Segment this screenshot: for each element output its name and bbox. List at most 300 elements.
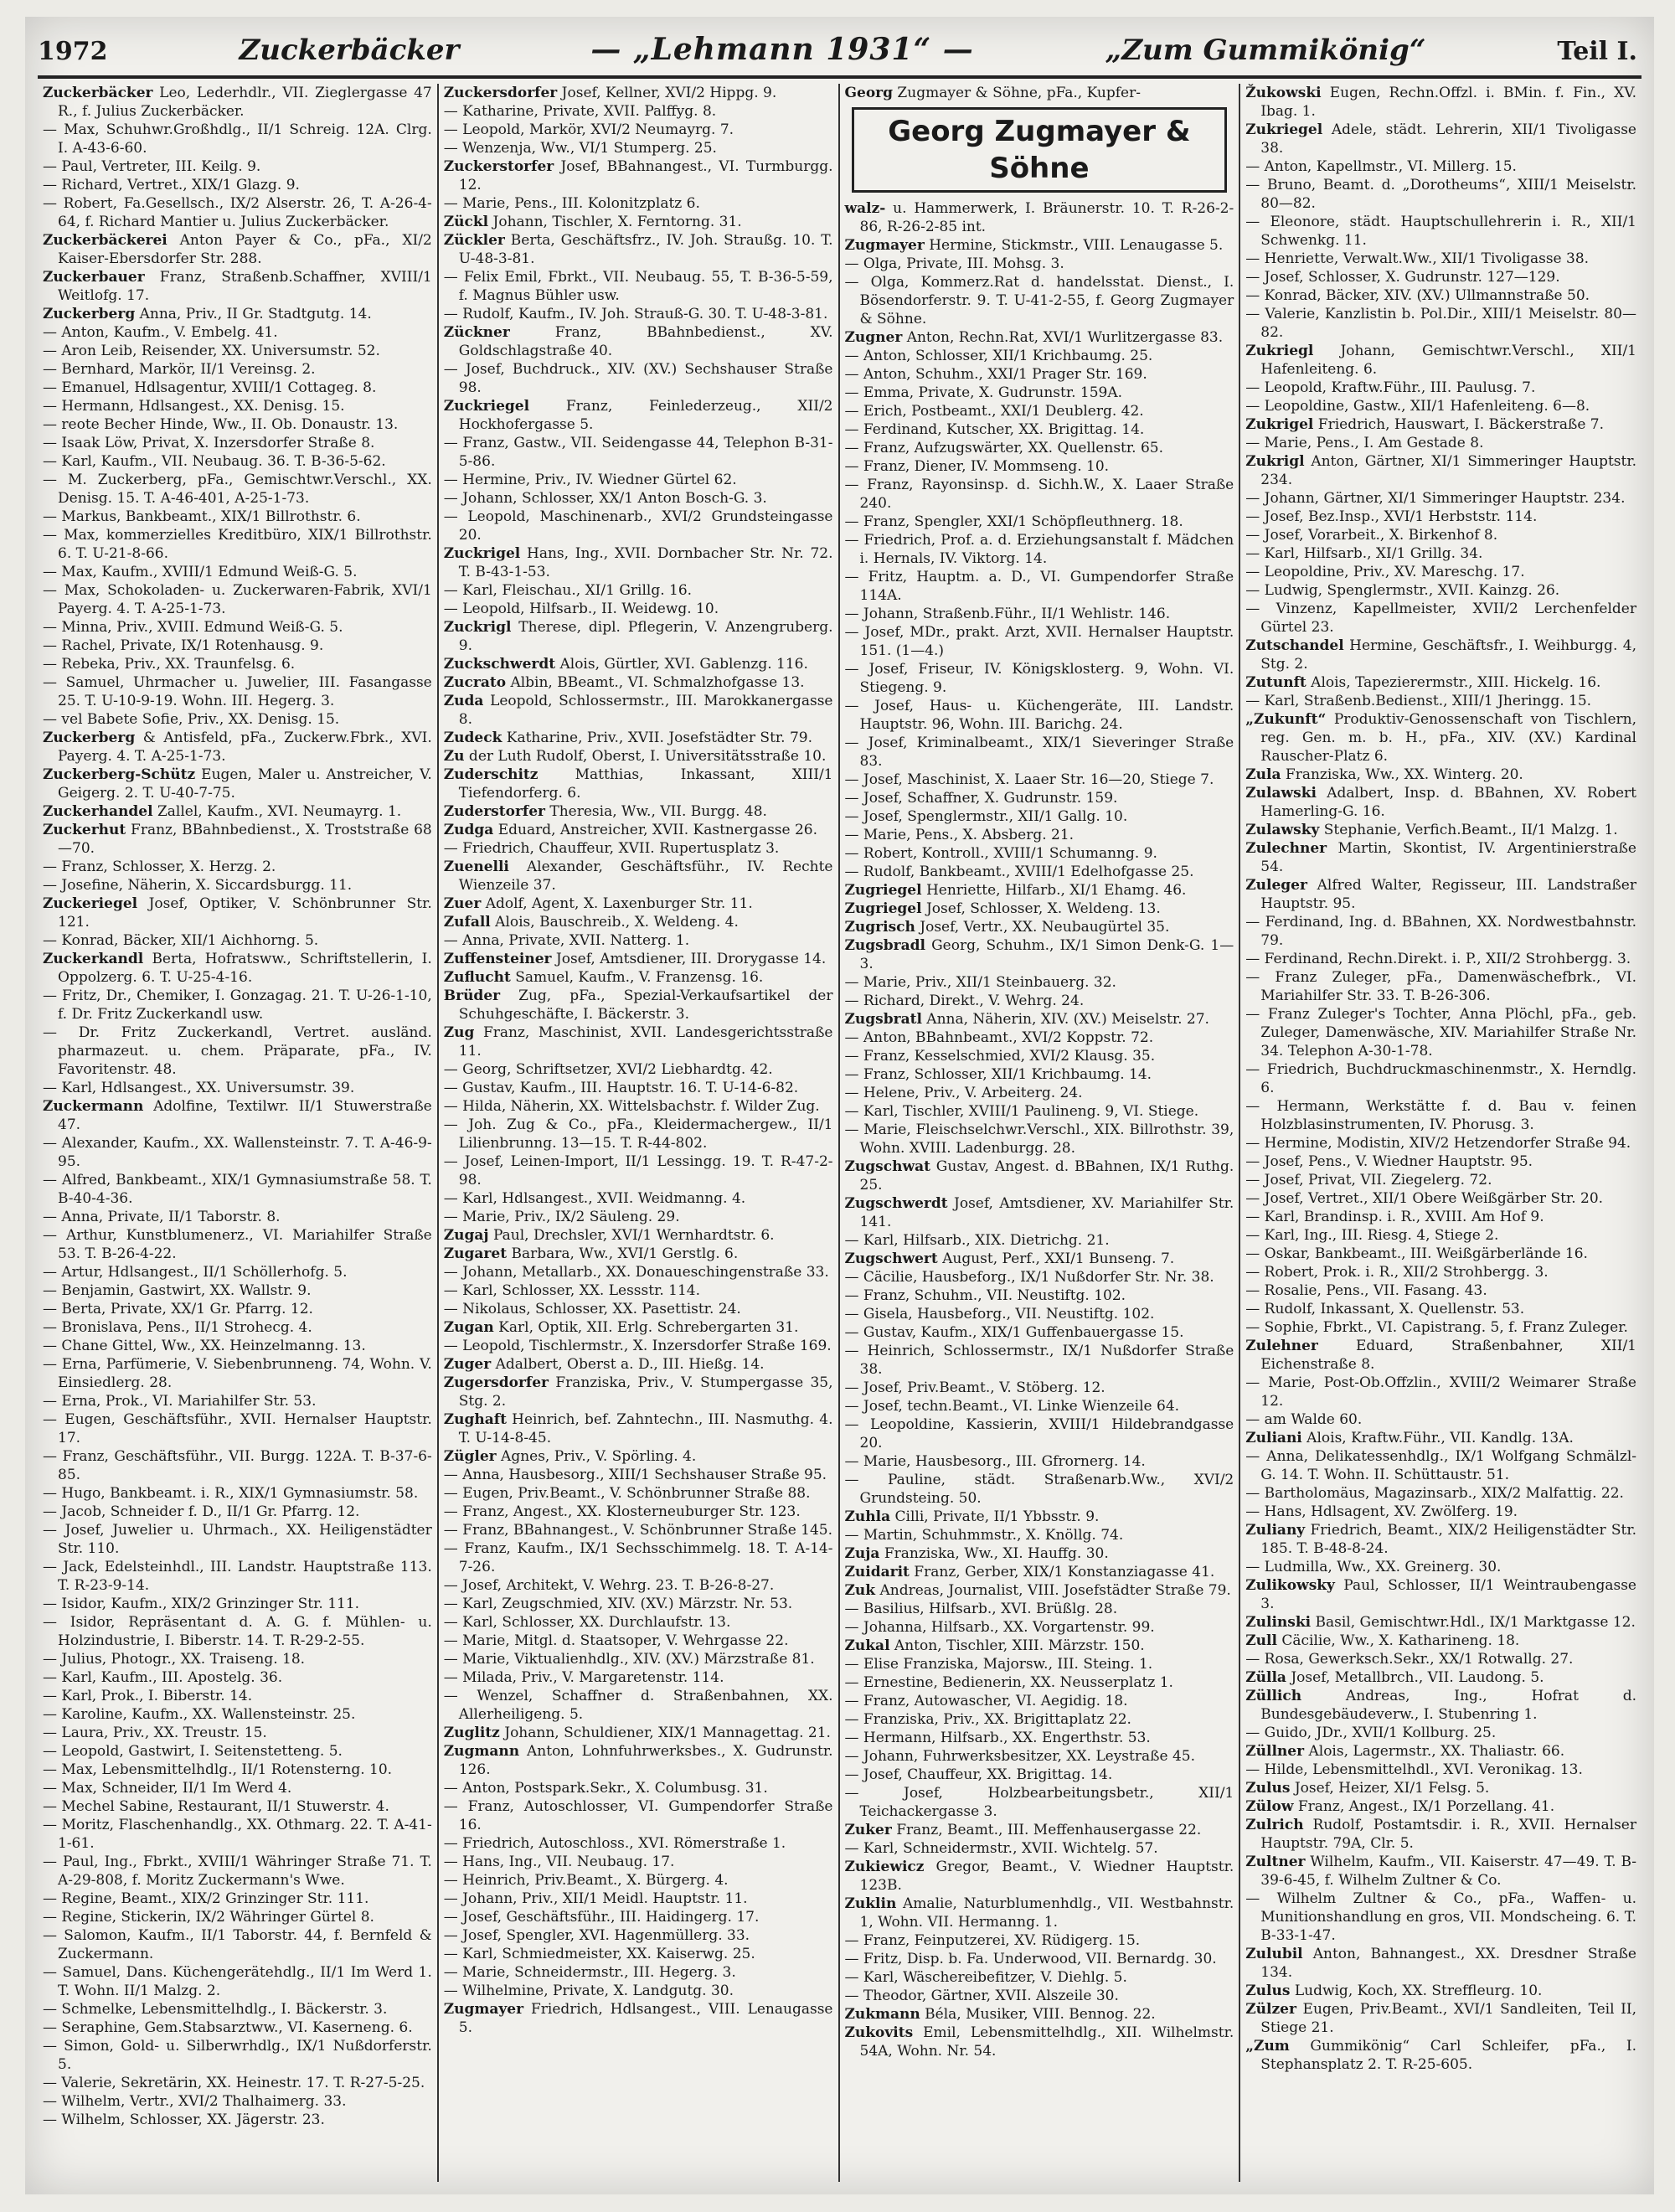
directory-entry: Zülla Josef, Metallbrch., VII. Laudong. 5. (1245, 1669, 1544, 1686)
entry-surname: Zuckrigel (443, 545, 521, 562)
directory-entry: — Gustav, Kaufm., XIX/1 Guffenbauergasse 15. (844, 1324, 1184, 1341)
entry-surname: Zugsbratl (844, 1011, 922, 1028)
directory-entry: — Karl, Schlosser, XX. Durchlaufstr. 13. (443, 1614, 731, 1631)
directory-entry: — Karl, Fleischau., XI/1 Grillg. 16. (443, 582, 693, 599)
directory-columns (38, 84, 1642, 2182)
directory-entry: Zula Franziska, Ww., XX. Winterg. 20. (1245, 766, 1523, 783)
entry-surname: Zukrigel (1245, 416, 1314, 433)
directory-entry: — Benjamin, Gastwirt, XX. Wallstr. 9. (43, 1282, 312, 1299)
directory-entry: — Leopold, Gastwirt, I. Seitenstetteng. 5. (43, 1743, 343, 1760)
directory-entry: — Anna, Delikatessenhdlg., IX/1 Wolfgang Schmälzl-G. 14. T. Wohn. II. Schüttaustr. 51. (1245, 1448, 1636, 1483)
directory-entry: — vel Babete Sofie, Priv., XX. Denisg. 15. (43, 711, 340, 728)
directory-entry: — Ludwig, Spenglermstr., XVII. Kainzg. 26. (1245, 582, 1560, 599)
directory-entry: Zuger Adalbert, Oberst a. D., III. Hießg. 14. (443, 1356, 765, 1373)
entry-surname: Georg (844, 85, 894, 101)
directory-entry: — Fritz, Disp. b. Fa. Underwood, VII. Bernardg. 30. (844, 1951, 1217, 1967)
entry-surname: Zuflucht (443, 969, 511, 986)
directory-entry: — Rudolf, Bankbeamt., XVIII/1 Edelhofgasse 25. (844, 864, 1194, 880)
directory-entry: — Leopold, Tischlermstr., X. Inzersdorfer Straße 169. (443, 1338, 832, 1354)
entry-surname: Zugschwerdt (844, 1195, 948, 1212)
directory-entry: — Karl, Ing., III. Riesg. 4, Stiege 2. (1245, 1227, 1499, 1244)
directory-entry: — Rosalie, Pens., VII. Fasang. 43. (1245, 1282, 1487, 1299)
directory-entry: — Karl, Schmiedmeister, XX. Kaiserwg. 25. (443, 1946, 755, 1962)
directory-entry: — Josef, Maschinist, X. Laaer Str. 16—20, Stiege 7. (844, 771, 1214, 788)
directory-entry: — Valerie, Sekretärin, XX. Heinestr. 17. T. R-27-5-25. (43, 2075, 425, 2091)
directory-entry: — Max, Lebensmittelhdlg., II/1 Rotensterng. 10. (43, 1761, 393, 1778)
entry-surname: Zukiewicz (844, 1859, 925, 1875)
directory-entry: — Karl, Hdlsangest., XX. Universumstr. 39. (43, 1080, 355, 1096)
directory-entry: Zukriegl Johann, Gemischtwr.Verschl., XII/1 Hafenleiteng. 6. (1245, 343, 1636, 378)
directory-entry: — Marie, Viktualienhdlg., XIV. (XV.) Märzstraße 81. (443, 1651, 815, 1668)
directory-entry: — Regine, Stickerin, IX/2 Währinger Gürtel 8. (43, 1909, 374, 1926)
directory-entry: — Ferdinand, Ing. d. BBahnen, XX. Nordwestbahnstr. 79. (1245, 914, 1636, 949)
directory-entry: Zu der Luth Rudolf, Oberst, I. Universitätsstraße 10. (443, 748, 827, 765)
directory-entry: Georg Zugmayer & Söhne, pFa., Kupfer- (844, 85, 1141, 101)
directory-entry: — Leopoldine, Priv., XV. Mareschg. 17. (1245, 564, 1525, 580)
directory-entry: — Josef, Schlosser, X. Gudrunstr. 127—129. (1245, 269, 1560, 286)
directory-entry: Zuckrigel Hans, Ing., XVII. Dornbacher Str. Nr. 72. T. B-43-1-53. (443, 545, 833, 580)
directory-entry: Zukmann Béla, Musiker, VIII. Bennog. 22. (844, 2006, 1156, 2023)
directory-entry: Zückl Johann, Tischler, X. Ferntorng. 31. (443, 214, 742, 230)
directory-entry: Zugan Karl, Optik, XII. Erlg. Schrebergarten 31. (443, 1319, 799, 1336)
entry-surname: „Zum (1245, 2038, 1290, 2055)
directory-entry: Zugersdorfer Franziska, Priv., V. Stumpergasse 35, Stg. 2. (443, 1374, 833, 1410)
entry-surname: Zukrigl (1245, 453, 1305, 470)
directory-entry: Zugsbratl Anna, Näherin, XIV. (XV.) Meiselstr. 27. (844, 1011, 1209, 1028)
directory-entry: — Franz, Kesselschmied, XVI/2 Klausg. 35. (844, 1048, 1156, 1065)
directory-entry: — Anna, Private, XVII. Natterg. 1. (443, 932, 690, 949)
entry-surname: Zugersdorfer (443, 1374, 549, 1391)
directory-entry: — Franz, Diener, IV. Mommseng. 10. (844, 458, 1110, 475)
entry-surname: Žukowski (1245, 85, 1322, 101)
directory-entry: — Johann, Gärtner, XI/1 Simmeringer Hauptstr. 234. (1245, 490, 1626, 507)
entry-surname: Zugmayer (443, 2001, 524, 2018)
directory-entry: — Theodor, Gärtner, XVII. Alszeile 30. (844, 1988, 1119, 2004)
entry-surname: Zugaret (443, 1245, 508, 1262)
directory-entry: — Ludmilla, Ww., XX. Greinerg. 30. (1245, 1559, 1502, 1575)
entry-surname: Zuglitz (443, 1725, 500, 1741)
entry-surname: „Zukunft“ (1245, 711, 1327, 728)
directory-entry: Zughaft Heinrich, bef. Zahntechn., III. Nasmuthg. 4. T. U-14-8-45. (443, 1411, 833, 1446)
directory-entry: — Jack, Edelsteinhdl., III. Landstr. Hauptstraße 113. T. R-23-9-14. (43, 1559, 432, 1594)
directory-entry: Zuckrigl Therese, dipl. Pflegerin, V. Anzengruberg. 9. (443, 619, 833, 654)
directory-entry: — Hermine, Priv., IV. Wiedner Gürtel 62. (443, 472, 737, 488)
entry-surname: Zugschwat (844, 1158, 930, 1175)
directory-entry: — Markus, Bankbeamt., XIX/1 Billrothstr. 6. (43, 508, 361, 525)
directory-entry: — Dr. Fritz Zuckerkandl, Vertret. ausländ. pharmazeut. u. chem. Präparate, pFa., IV. Favoritenstr. 48. (43, 1024, 432, 1078)
directory-entry: — Hilde, Lebensmittelhdl., XVI. Veronikag. 13. (1245, 1761, 1583, 1778)
entry-surname: Zugaj (443, 1227, 489, 1244)
directory-entry: — Wenzenja, Ww., VI/1 Stumperg. 25. (443, 140, 717, 157)
directory-entry: — Josef, Chauffeur, XX. Brigittag. 14. (844, 1766, 1113, 1783)
entry-surname: Zuckerbäcker (43, 85, 153, 101)
directory-entry: — Paul, Ing., Fbrkt., XVIII/1 Währinger Straße 71. T. A-29-808, f. Moritz Zuckermann's Wwe. (43, 1854, 432, 1889)
entry-surname: Zuckerbäckerei (43, 232, 168, 249)
directory-entry: Zufall Alois, Bauschreib., X. Weldeng. 4. (443, 914, 739, 931)
directory-entry: — Eugen, Geschäftsführ., XVII. Hernalser Hauptstr. 17. (43, 1411, 432, 1446)
directory-entry: — Josef, Geschäftsführ., III. Haidingerg. 17. (443, 1909, 760, 1926)
directory-entry: — Wilhelm, Vertr., XVI/2 Thalhaimerg. 33. (43, 2093, 347, 2110)
directory-entry: Zukal Anton, Tischler, XIII. Märzstr. 150. (844, 1637, 1145, 1654)
entry-surname: walz- (844, 200, 886, 217)
directory-entry: Zuckriegel Franz, Feinlederzeug., XII/2 Hockhofergasse 5. (443, 398, 833, 433)
directory-entry: — Helene, Priv., V. Arbeiterg. 24. (844, 1085, 1083, 1101)
directory-entry: — Josef, MDr., prakt. Arzt, XVII. Hernalser Hauptstr. 151. (1—4.) (844, 624, 1234, 659)
directory-entry: — Hugo, Bankbeamt. i. R., XIX/1 Gymnasiumstr. 58. (43, 1485, 419, 1502)
directory-entry: — Hermine, Modistin, XIV/2 Hetzendorfer Straße 94. (1245, 1135, 1631, 1152)
entry-surname: Zu (443, 748, 465, 765)
directory-entry: — Moritz, Flaschenhandlg., XX. Othmarg. 22. T. A-41-1-61. (43, 1817, 432, 1852)
entry-surname: Zuckerberg (43, 730, 136, 746)
directory-entry: — Milada, Priv., V. Margaretenstr. 114. (443, 1669, 724, 1686)
directory-entry: — Anton, Schlosser, XII/1 Krichbaumg. 25. (844, 348, 1153, 364)
reference-heading: „Zum Gummikönig“ (1105, 34, 1426, 67)
directory-entry: Zuja Franziska, Ww., XI. Hauffg. 30. (844, 1545, 1109, 1562)
directory-entry: Zukovits Emil, Lebensmittelhdlg., XII. Wilhelmstr. 54A, Wohn. Nr. 54. (844, 2024, 1234, 2060)
directory-entry: — Johanna, Hilfsarb., XX. Vorgartenstr. 99. (844, 1619, 1155, 1636)
directory-entry: — Samuel, Uhrmacher u. Juwelier, III. Fasangasse 25. T. U-10-9-19. Wohn. III. Hegerg. 3. (43, 674, 432, 709)
directory-entry: — Alexander, Kaufm., XX. Wallensteinstr. 7. T. A-46-9-95. (43, 1135, 432, 1170)
entry-surname: Zultner (1245, 1854, 1306, 1870)
entry-surname: Zuckrigl (443, 619, 512, 636)
directory-entry: Zuenelli Alexander, Geschäftsführ., IV. Rechte Wienzeile 37. (443, 859, 833, 894)
directory-entry: — Eleonore, städt. Hauptschullehrerin i. R., XII/1 Schwenkg. 11. (1245, 214, 1636, 249)
directory-entry: — Hermann, Hdlsangest., XX. Denisg. 15. (43, 398, 345, 415)
directory-entry: — Josef, techn.Beamt., VI. Linke Wienzeile 64. (844, 1398, 1180, 1415)
directory-entry: — Fritz, Hauptm. a. D., VI. Gumpendorfer Straße 114A. (844, 569, 1234, 604)
directory-entry: — Marie, Fleischselchwr.Verschl., XIX. Billrothstr. 39, Wohn. XVIII. Ladenburgg. 28. (844, 1121, 1234, 1157)
directory-entry: — Josef, Spengler, XVI. Hagenmüllerg. 33. (443, 1927, 750, 1944)
directory-entry: — Ernestine, Bedienerin, XX. Neusserplatz 1. (844, 1674, 1173, 1691)
entry-surname: Zuckerstorfer (443, 158, 554, 175)
directory-entry: — Wilhelm Zultner & Co., pFa., Waffen- u. Munitionshandlung en gros, VII. Mondscheing. 6. T. B-33-1-47. (1245, 1890, 1636, 1944)
directory-entry: — Rachel, Private, IX/1 Rotenhausg. 9. (43, 637, 324, 654)
entry-surname: Zuckerhut (43, 822, 126, 838)
directory-entry: — Rudolf, Kaufm., IV. Joh. Strauß-G. 30. T. U-48-3-81. (443, 306, 828, 322)
entry-surname: Brüder (443, 987, 501, 1004)
directory-entry: — Gisela, Hausbeforg., VII. Neustiftg. 102. (844, 1306, 1155, 1323)
directory-entry: — Wilhelm, Schlosser, XX. Jägerstr. 23. (43, 2111, 325, 2128)
entry-surname: Zuckersdorfer (443, 85, 558, 101)
directory-entry: Zuckerbäcker Leo, Lederhdlr., VII. Zieglergasse 47 R., f. Julius Zuckerbäcker. (43, 85, 432, 120)
directory-entry: — Franziska, Priv., XX. Brigittaplatz 22. (844, 1711, 1131, 1728)
entry-surname: Zudga (443, 822, 494, 838)
directory-entry: — Pauline, städt. Straßenarb.Ww., XVI/2 Grundsteing. 50. (844, 1472, 1234, 1507)
directory-entry: — Robert, Kontroll., XVIII/1 Schumanng. 9. (844, 845, 1157, 862)
entry-surname: Zulus (1245, 1983, 1291, 1999)
directory-entry: — Franz, Gastw., VII. Seidengasse 44, Telephon B-31-5-86. (443, 435, 833, 470)
entry-surname: Zugan (443, 1319, 494, 1336)
directory-entry: Zutschandel Hermine, Geschäftsfr., I. Weihburgg. 4, Stg. 2. (1245, 637, 1636, 673)
directory-entry: — Franz Zuleger, pFa., Damenwäschefbrk., VI. Mariahilfer Str. 33. T. B-26-306. (1245, 969, 1636, 1004)
directory-entry: — Gustav, Kaufm., III. Hauptstr. 16. T. U-14-6-82. (443, 1080, 799, 1096)
directory-entry: — Karl, Straßenb.Bedienst., XIII/1 Jheringg. 15. (1245, 693, 1592, 709)
entry-surname: Zuger (443, 1356, 492, 1373)
part-label: Teil I. (1557, 37, 1637, 66)
directory-entry: Zügler Agnes, Priv., V. Spörling. 4. (443, 1448, 697, 1465)
entry-surname: Zügler (443, 1448, 497, 1465)
directory-entry: — Josef, Buchdruck., XIV. (XV.) Sechshauser Straße 98. (443, 361, 833, 396)
entry-surname: Züllich (1245, 1688, 1302, 1704)
directory-entry: Zugrisch Josef, Vertr., XX. Neubaugürtel 35. (844, 919, 1170, 936)
entry-surname: Zückler (443, 232, 505, 249)
directory-entry: — Anton, BBahnbeamt., XVI/2 Koppstr. 72. (844, 1029, 1154, 1046)
directory-entry: — Rudolf, Inkassant, X. Quellenstr. 53. (1245, 1301, 1525, 1317)
directory-entry: Zuckersdorfer Josef, Kellner, XVI/2 Hippg. 9. (443, 85, 777, 101)
directory-entry: Zülow Franz, Angest., IX/1 Porzellang. 41. (1245, 1798, 1555, 1815)
directory-entry: — Konrad, Bäcker, XII/1 Aichhorng. 5. (43, 932, 319, 949)
entry-surname: Zulechner (1245, 840, 1327, 857)
directory-entry: Zugschwert August, Perf., XXI/1 Bunseng. 7. (844, 1250, 1175, 1267)
entry-surname: Zula (1245, 766, 1281, 783)
directory-entry: Zugaj Paul, Drechsler, XVI/1 Wernhardtstr. 6. (443, 1227, 775, 1244)
directory-entry: — Josef, Leinen-Import, II/1 Lessingg. 19. T. R-47-2-98. (443, 1153, 833, 1188)
directory-entry: Zultner Wilhelm, Kaufm., VII. Kaiserstr. 47—49. T. B-39-6-45, f. Wilhelm Zultner & Co. (1245, 1854, 1636, 1889)
advertisement-box: Georg Zugmayer & Söhne (852, 107, 1228, 193)
directory-entry: — Eugen, Priv.Beamt., V. Schönbrunner Straße 88. (443, 1485, 811, 1502)
entry-surname: Zukriegel (1245, 121, 1323, 138)
directory-entry: Zugmann Anton, Lohnfuhrwerksbes., X. Gudrunstr. 126. (443, 1743, 833, 1778)
directory-entry: Žukowski Eugen, Rechn.Offzl. i. BMin. f. Fin., XV. Ibag. 1. (1245, 85, 1636, 120)
directory-entry: Zugaret Barbara, Ww., XVI/1 Gerstlg. 6. (443, 1245, 739, 1262)
entry-surname: Zukal (844, 1637, 890, 1654)
directory-entry: — Karoline, Kaufm., XX. Wallensteinstr. 25. (43, 1706, 356, 1723)
directory-entry: — Josef, Pens., V. Wiedner Hauptstr. 95. (1245, 1153, 1533, 1170)
directory-entry: — Salomon, Kaufm., II/1 Taborstr. 44, f. Bernfeld & Zuckermann. (43, 1927, 432, 1962)
directory-entry: — Cäcilie, Hausbeforg., IX/1 Nußdorfer Str. Nr. 38. (844, 1269, 1214, 1286)
entry-surname: Zulawski (1245, 785, 1317, 802)
column-2 (439, 84, 840, 2182)
directory-entry: — Franz, Schuhm., VII. Neustiftg. 102. (844, 1287, 1126, 1304)
directory-entry: — Franz, Aufzugswärter, XX. Quellenstr. 65. (844, 440, 1163, 456)
directory-entry: Zugschwerdt Josef, Amtsdiener, XV. Mariahilfer Str. 141. (844, 1195, 1234, 1230)
directory-entry: Zucrato Albin, BBeamt., VI. Schmalzhofgasse 13. (443, 674, 805, 691)
entry-surname: Zuckerbauer (43, 269, 145, 286)
directory-entry: — Heinrich, Priv.Beamt., X. Bürgerg. 4. (443, 1872, 729, 1889)
directory-entry: Zulinski Basil, Gemischtwr.Hdl., IX/1 Marktgasse 12. (1245, 1614, 1636, 1631)
directory-entry: Zuckerberg-Schütz Eugen, Maler u. Anstreicher, V. Geigerg. 2. T. U-40-7-75. (43, 766, 432, 802)
directory-entry: Zuhla Cilli, Private, II/1 Ybbsstr. 9. (844, 1508, 1100, 1525)
directory-entry: — Richard, Vertret., XIX/1 Glazg. 9. (43, 177, 300, 193)
entry-surname: Zuderstorfer (443, 803, 545, 820)
directory-entry: — Julius, Photogr., XX. Traiseng. 18. (43, 1651, 306, 1668)
directory-entry: — Franz Zuleger's Tochter, Anna Plöchl, pFa., geb. Zuleger, Damenwäsche, XIV. Mariahilfer Straße Nr. 34. Telephon A-30-1-78. (1245, 1006, 1636, 1060)
directory-entry: — reote Becher Hinde, Ww., II. Ob. Donaustr. 13. (43, 416, 399, 433)
directory-entry: „Zukunft“ Produktiv-Genossenschaft von Tischlern, reg. Gen. m. b. H., pFa., XIV. (XV.) Kardinal Rauscher-Platz 6. (1245, 711, 1636, 765)
directory-entry: — Ferdinand, Rechn.Direkt. i. P., XII/2 Strohbergg. 3. (1245, 951, 1631, 967)
directory-entry: Zuffensteiner Josef, Amtsdiener, III. Drorygasse 14. (443, 951, 827, 967)
directory-entry: Zulus Ludwig, Koch, XX. Streffleurg. 10. (1245, 1983, 1543, 1999)
directory-entry: Brüder Zug, pFa., Spezial-Verkaufsartikel der Schuhgeschäfte, I. Bäckerstr. 3. (443, 987, 833, 1023)
directory-entry: — Katharine, Private, XVII. Palffyg. 8. (443, 103, 717, 120)
directory-entry: — Alfred, Bankbeamt., XIX/1 Gymnasiumstraße 58. T. B-40-4-36. (43, 1172, 432, 1207)
entry-surname: Zufall (443, 914, 491, 931)
directory-entry: Zuklin Amalie, Naturblumenhdlg., VII. Westbahnstr. 1, Wohn. VII. Hermanng. 1. (844, 1895, 1234, 1931)
directory-entry: Zuckerkandl Berta, Hofratsww., Schriftstellerin, I. Oppolzerg. 6. T. U-25-4-16. (43, 951, 432, 986)
directory-entry: — Isidor, Kaufm., XIX/2 Grinzinger Str. 111. (43, 1596, 360, 1612)
section-heading: Zuckerbäcker (239, 34, 460, 67)
directory-entry: — Karl, Hilfsarb., XIX. Dietrichg. 21. (844, 1232, 1110, 1249)
directory-entry: — Josef, Kriminalbeamt., XIX/1 Sieveringer Straße 83. (844, 735, 1234, 770)
directory-entry: walz- u. Hammerwerk, I. Bräunerstr. 10. T. R-26-2-86, R-26-2-85 int. (844, 200, 1234, 235)
directory-entry: — Josef, Vertret., XII/1 Obere Weißgärber Str. 20. (1245, 1190, 1604, 1207)
directory-entry: — Leopold, Kraftw.Führ., III. Paulusg. 7. (1245, 379, 1536, 396)
entry-surname: Zugmann (443, 1743, 520, 1760)
directory-entry: Zukrigel Friedrich, Hauswart, I. Bäckerstraße 7. (1245, 416, 1605, 433)
directory-entry: — Max, Kaufm., XVIII/1 Edmund Weiß-G. 5. (43, 564, 358, 580)
directory-entry: — Max, kommerzielles Kreditbüro, XIX/1 Billrothstr. 6. T. U-21-8-66. (43, 527, 432, 562)
directory-entry: Zudeck Katharine, Priv., XVII. Josefstädter Str. 79. (443, 730, 813, 746)
directory-entry: — Karl, Kaufm., VII. Neubaug. 36. T. B-36-5-62. (43, 453, 386, 470)
directory-entry: Zuleger Alfred Walter, Regisseur, III. Landstraßer Hauptstr. 95. (1245, 877, 1636, 912)
directory-entry: — Leopoldine, Gastw., XII/1 Hafenleiteng. 6—8. (1245, 398, 1590, 415)
entry-surname: Zughaft (443, 1411, 507, 1428)
directory-entry: — Erna, Parfümerie, V. Siebenbrunneng. 74, Wohn. V. Einsiedlerg. 28. (43, 1356, 432, 1391)
directory-entry: — Laura, Priv., XX. Treustr. 15. (43, 1725, 267, 1741)
directory-entry: — Emma, Private, X. Gudrunstr. 159A. (844, 384, 1123, 401)
directory-entry: Zuckerbauer Franz, Straßenb.Schaffner, XVIII/1 Weitlofg. 17. (43, 269, 432, 304)
directory-entry: — Mechel Sabine, Restaurant, II/1 Stuwerstr. 4. (43, 1798, 389, 1815)
directory-entry: Zugriegel Henriette, Hilfarb., XI/1 Ehamg. 46. (844, 882, 1187, 899)
directory-entry: Zuckermann Adolfine, Textilwr. II/1 Stuwerstraße 47. (43, 1098, 432, 1133)
directory-entry: — Sophie, Fbrkt., VI. Capistrang. 5, f. Franz Zuleger. (1245, 1319, 1628, 1336)
directory-entry: — Franz, BBahnangest., V. Schönbrunner Straße 145. (443, 1522, 833, 1539)
directory-entry: Zulubil Anton, Bahnangest., XX. Dresdner Straße 134. (1245, 1946, 1636, 1981)
directory-entry: Zülzer Eugen, Priv.Beamt., XVI/1 Sandleiten, Teil II, Stiege 21. (1245, 2001, 1636, 2036)
column-4 (1240, 84, 1642, 2182)
directory-entry: — Olga, Kommerz.Rat d. handelsstat. Dienst., I. Bösendorferstr. 9. T. U-41-2-55, f. Georg Zugmayer & Söhne. (844, 274, 1234, 327)
entry-surname: Zuckerhandel (43, 803, 153, 820)
directory-entry: Zudga Eduard, Anstreicher, XVII. Kastnergasse 26. (443, 822, 818, 838)
entry-surname: Zukmann (844, 2006, 920, 2023)
directory-entry: — Karl, Hdlsangest., XVII. Weidmanng. 4. (443, 1190, 746, 1207)
directory-entry: — Karl, Schlosser, XX. Lessstr. 114. (443, 1282, 701, 1299)
directory-entry: — Vinzenz, Kapellmeister, XVII/2 Lerchenfelder Gürtel 23. (1245, 601, 1636, 636)
column-1 (38, 84, 439, 2182)
directory-entry: — Felix Emil, Fbrkt., VII. Neubaug. 55, T. B-36-5-59, f. Magnus Bühler usw. (443, 269, 833, 304)
entry-surname: Zuckeriegel (43, 895, 138, 912)
directory-entry: — Elise Franziska, Majorsw., III. Steing. 1. (844, 1656, 1153, 1673)
directory-entry: — Hans, Ing., VII. Neubaug. 17. (443, 1854, 675, 1870)
directory-entry: — Josef, Spenglermstr., XII/1 Gallg. 10. (844, 808, 1128, 825)
directory-entry: Zulikowsky Paul, Schlosser, II/1 Weintraubengasse 3. (1245, 1577, 1636, 1612)
directory-entry: — Franz, Geschäftsführ., VII. Burgg. 122A. T. B-37-6-85. (43, 1448, 432, 1483)
directory-entry: Zulawsky Stephanie, Verfich.Beamt., II/1 Malzg. 1. (1245, 822, 1618, 838)
directory-entry: Zuckerhandel Zallel, Kaufm., XVI. Neumayrg. 1. (43, 803, 402, 820)
entry-surname: Zulawsky (1245, 822, 1320, 838)
directory-entry: Zuderstorfer Theresia, Ww., VII. Burgg. 48. (443, 803, 767, 820)
directory-entry: — Karl, Wäschereibefitzer, V. Diehlg. 5. (844, 1969, 1127, 1986)
directory-entry: — Erna, Prok., VI. Mariahilfer Str. 53. (43, 1393, 317, 1410)
directory-entry: Zuidarit Franz, Gerber, XIX/1 Konstanziagasse 41. (844, 1564, 1215, 1580)
page-number: 1972 (38, 37, 108, 66)
directory-entry: — Josefine, Näherin, X. Siccardsburgg. 11. (43, 877, 353, 894)
directory-entry: — Valerie, Kanzlistin b. Pol.Dir., XIII/1 Meiselstr. 80—82. (1245, 306, 1636, 341)
directory-entry: — Franz, Feinputzerei, XV. Rüdigerg. 15. (844, 1932, 1141, 1949)
entry-surname: Zugrisch (844, 919, 915, 936)
directory-entry: — Hilda, Näherin, XX. Wittelsbachstr. f. Wilder Zug. (443, 1098, 820, 1115)
entry-surname: Zuja (844, 1545, 880, 1562)
directory-entry: Zulechner Martin, Skontist, IV. Argentinierstraße 54. (1245, 840, 1636, 875)
directory-entry: „Zum Gummikönig“ Carl Schleifer, pFa., I. Stephansplatz 2. T. R-25-605. (1245, 2038, 1636, 2073)
entry-surname: Zulus (1245, 1780, 1291, 1797)
entry-surname: Zuhla (844, 1508, 891, 1525)
entry-surname: Zugriegel (844, 882, 922, 899)
directory-entry: — Bruno, Beamt. d. „Dorotheums“, XIII/1 Meiselstr. 80—82. (1245, 177, 1636, 212)
entry-surname: Zuckerkandl (43, 951, 144, 967)
directory-entry: — Josef, Schaffner, X. Gudrunstr. 159. (844, 790, 1118, 807)
directory-entry: — Max, Schokoladen- u. Zuckerwaren-Fabrik, XVI/1 Payerg. 4. T. A-25-1-73. (43, 582, 432, 617)
directory-entry: — am Walde 60. (1245, 1411, 1363, 1428)
directory-entry: — Arthur, Kunstblumenerz., VI. Mariahilfer Straße 53. T. B-26-4-22. (43, 1227, 432, 1262)
directory-entry: Zug Franz, Maschinist, XVII. Landesgerichtsstraße 11. (443, 1024, 833, 1060)
directory-entry: Zugsbradl Georg, Schuhm., IX/1 Simon Denk-G. 1—3. (844, 937, 1234, 972)
directory-entry: — Leopoldine, Kassierin, XVIII/1 Hildebrandgasse 20. (844, 1416, 1234, 1451)
directory-entry: — Karl, Hilfsarb., XI/1 Grillg. 34. (1245, 545, 1483, 562)
entry-surname: Zückl (443, 214, 489, 230)
directory-entry: — Franz, Angest., XX. Klosterneuburger Str. 123. (443, 1503, 801, 1520)
directory-entry: Zulawski Adalbert, Insp. d. BBahnen, XV. Robert Hamerling-G. 16. (1245, 785, 1636, 820)
directory-entry: Zückler Berta, Geschäftsfrz., IV. Joh. Straußg. 10. T. U-48-3-81. (443, 232, 833, 267)
directory-entry: Zuckerberg & Antisfeld, pFa., Zuckerw.Fbrk., XVI. Payerg. 4. T. A-25-1-73. (43, 730, 432, 765)
directory-entry: — Simon, Gold- u. Silberwrhdlg., IX/1 Nußdorferstr. 5. (43, 2038, 432, 2073)
directory-entry: — Minna, Priv., XVIII. Edmund Weiß-G. 5. (43, 619, 343, 636)
directory-entry: — Karl, Brandinsp. i. R., XVIII. Am Hof 9. (1245, 1209, 1544, 1225)
directory-entry: — Hermann, Werkstätte f. d. Bau v. feinen Holzblasinstrumenten, IV. Phorusg. 3. (1245, 1098, 1636, 1133)
entry-surname: Zutschandel (1245, 637, 1344, 654)
directory-entry: — Joh. Zug & Co., pFa., Kleidermachergew., II/1 Lilienbrunng. 13—15. T. R-44-802. (443, 1116, 833, 1152)
entry-surname: Zuklin (844, 1895, 897, 1912)
directory-entry: — Anna, Private, II/1 Taborstr. 8. (43, 1209, 281, 1225)
directory-entry: Zukriegel Adele, städt. Lehrerin, XII/1 Tivoligasse 38. (1245, 121, 1636, 157)
directory-entry: Zuker Franz, Beamt., III. Meffenhausergasse 22. (844, 1822, 1202, 1838)
directory-entry: Zulus Josef, Heizer, XI/1 Felsg. 5. (1245, 1780, 1490, 1797)
directory-entry: — Ferdinand, Kutscher, XX. Brigittag. 14. (844, 421, 1145, 438)
directory-entry: Zückner Franz, BBahnbedienst., XV. Goldschlagstraße 40. (443, 324, 833, 359)
entry-surname: Zuk (844, 1582, 876, 1599)
directory-entry: — Anton, Postspark.Sekr., X. Columbusg. 31. (443, 1780, 768, 1797)
entry-surname: Zuderschitz (443, 766, 539, 783)
directory-entry: — Max, Schneider, II/1 Im Werd 4. (43, 1780, 292, 1797)
directory-entry: — Karl, Schneidermstr., XVII. Wichtelg. 57. (844, 1840, 1158, 1857)
entry-surname: Zuda (443, 693, 484, 709)
directory-entry: — Bronislava, Pens., II/1 Strohecg. 4. (43, 1319, 312, 1336)
entry-surname: Zug (443, 1024, 475, 1041)
directory-entry: Züllich Andreas, Ing., Hofrat d. Bundesgebäudeverw., I. Stubenring 1. (1245, 1688, 1636, 1723)
directory-entry: Zuckerberg Anna, Priv., II Gr. Stadtgutg. 14. (43, 306, 372, 322)
entry-surname: Zuckschwerdt (443, 656, 556, 673)
entry-surname: Zuliani (1245, 1430, 1302, 1446)
directory-entry: — Leopold, Hilfsarb., II. Weidewg. 10. (443, 601, 719, 617)
entry-surname: Zuckermann (43, 1098, 144, 1115)
directory-entry: — Josef, Juwelier u. Uhrmach., XX. Heiligenstädter Str. 110. (43, 1522, 432, 1557)
entry-surname: Zülzer (1245, 2001, 1296, 2018)
directory-entry: Zugmayer Hermine, Stickmstr., VIII. Lenaugasse 5. (844, 237, 1224, 254)
directory-entry: — Karl, Kaufm., III. Apostelg. 36. (43, 1669, 283, 1686)
directory-entry: Zugner Anton, Rechn.Rat, XVI/1 Wurlitzergasse 83. (844, 329, 1224, 346)
directory-entry: Zukrigl Anton, Gärtner, XI/1 Simmeringer Hauptstr. 234. (1245, 453, 1636, 488)
directory-entry: — Hermann, Hilfsarb., XX. Engerthstr. 53. (844, 1730, 1151, 1746)
directory-entry: — Josef, Haus- u. Küchengeräte, III. Landstr. Hauptstr. 96, Wohn. III. Barichg. 24. (844, 698, 1234, 733)
entry-surname: Zuleger (1245, 877, 1307, 894)
header-rule (38, 75, 1642, 79)
directory-entry: — Guido, JDr., XVII/1 Kollburg. 25. (1245, 1725, 1497, 1741)
directory-entry: — Konrad, Bäcker, XIV. (XV.) Ullmannstraße 50. (1245, 287, 1590, 304)
directory-entry: Zuckerbäckerei Anton Payer & Co., pFa., XI/2 Kaiser-Ebersdorfer Str. 288. (43, 232, 432, 267)
directory-entry: — Friedrich, Chauffeur, XVII. Rupertusplatz 3. (443, 840, 780, 857)
directory-entry: Zuliani Alois, Kraftw.Führ., VII. Kandlg. 13A. (1245, 1430, 1574, 1446)
directory-entry: — Anton, Kaufm., V. Embelg. 41. (43, 324, 278, 341)
